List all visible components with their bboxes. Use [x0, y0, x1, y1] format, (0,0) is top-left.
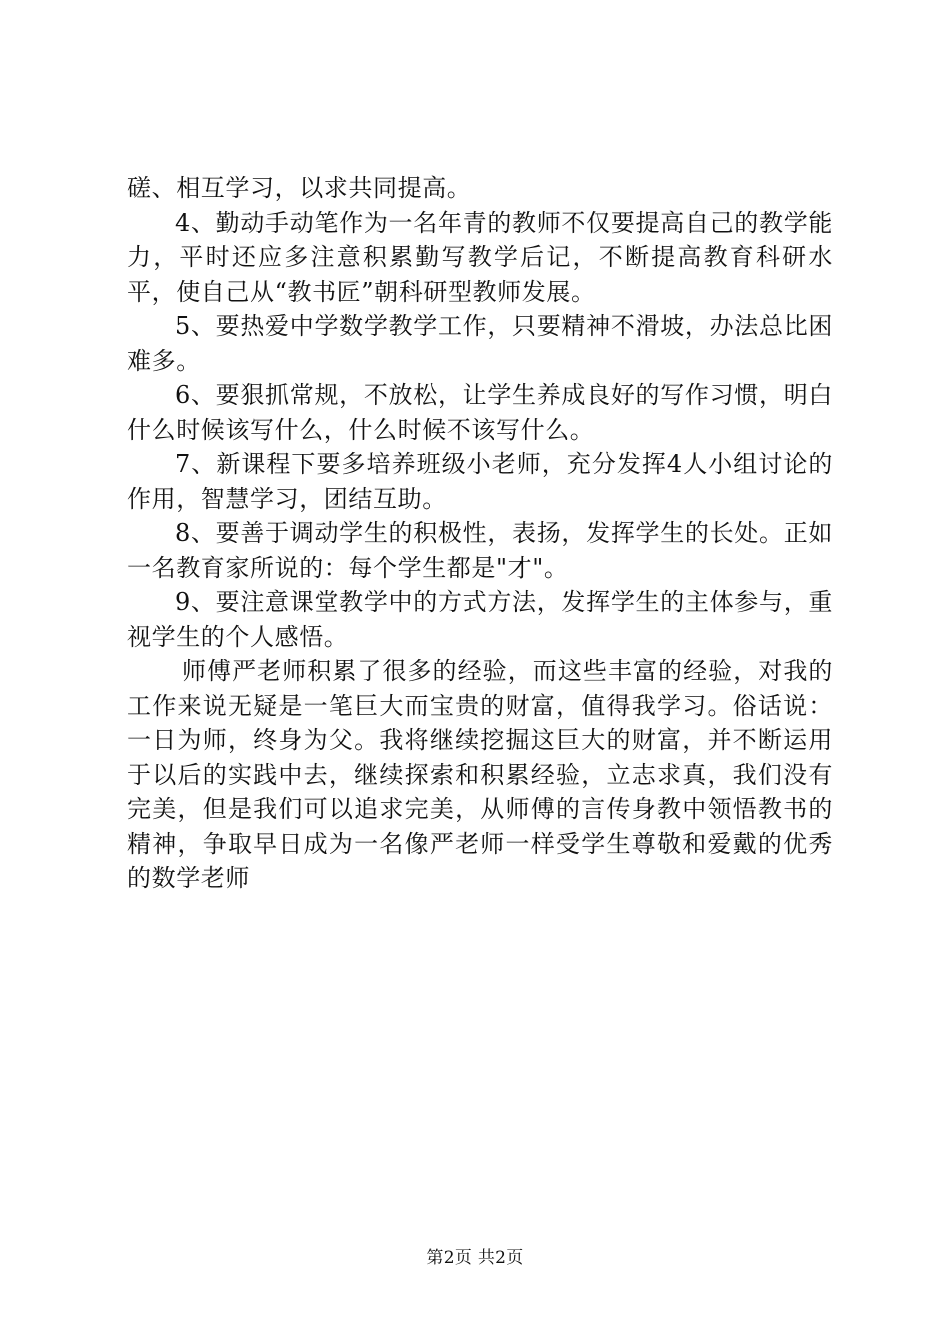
paragraph-item-5: 5、要热爱中学数学教学工作，只要精神不滑坡，办法总比困难多。	[127, 312, 833, 375]
page-number-footer: 第2页 共2页	[426, 1248, 524, 1268]
paragraph-item-8: 8、要善于调动学生的积极性，表扬，发挥学生的长处。正如一名教育家所说的：每个学生都是"才"。	[127, 519, 833, 582]
paragraph-item-4: 4、勤动手动笔作为一名年青的教师不仅要提高自己的教学能力，平时还应多注意积累勤写教学后记，不断提高教育科研水平，使自己从“教书匠”朝科研型教师发展。	[127, 208, 833, 306]
paragraph-item-6: 6、要狠抓常规，不放松，让学生养成良好的写作习惯，明白什么时候该写什么，什么时候不该写什么。	[127, 381, 833, 444]
paragraph-continuation: 磋、相互学习，以求共同提高。	[127, 174, 472, 202]
paragraph-item-9: 9、要注意课堂教学中的方式方法，发挥学生的主体参与，重视学生的个人感悟。	[127, 588, 833, 651]
paragraph-conclusion: 师傅严老师积累了很多的经验，而这些丰富的经验，对我的工作来说无疑是一笔巨大而宝贵的财富，值得我学习。俗话说：一日为师，终身为父。我将继续挖掘这巨大的财富，并不断运用于以后的实践中去，继续探索和积累经验，立志求真，我们没有完美，但是我们可以追求完美，从师傅的言传身教中领悟教书的精神，争取早日成为一名像严老师一样受学生尊敬和爱戴的优秀的数学老师	[127, 657, 833, 892]
paragraph-item-7: 7、新课程下要多培养班级小老师，充分发挥4人小组讨论的作用，智慧学习，团结互助。	[127, 450, 833, 513]
document-body	[127, 171, 833, 896]
